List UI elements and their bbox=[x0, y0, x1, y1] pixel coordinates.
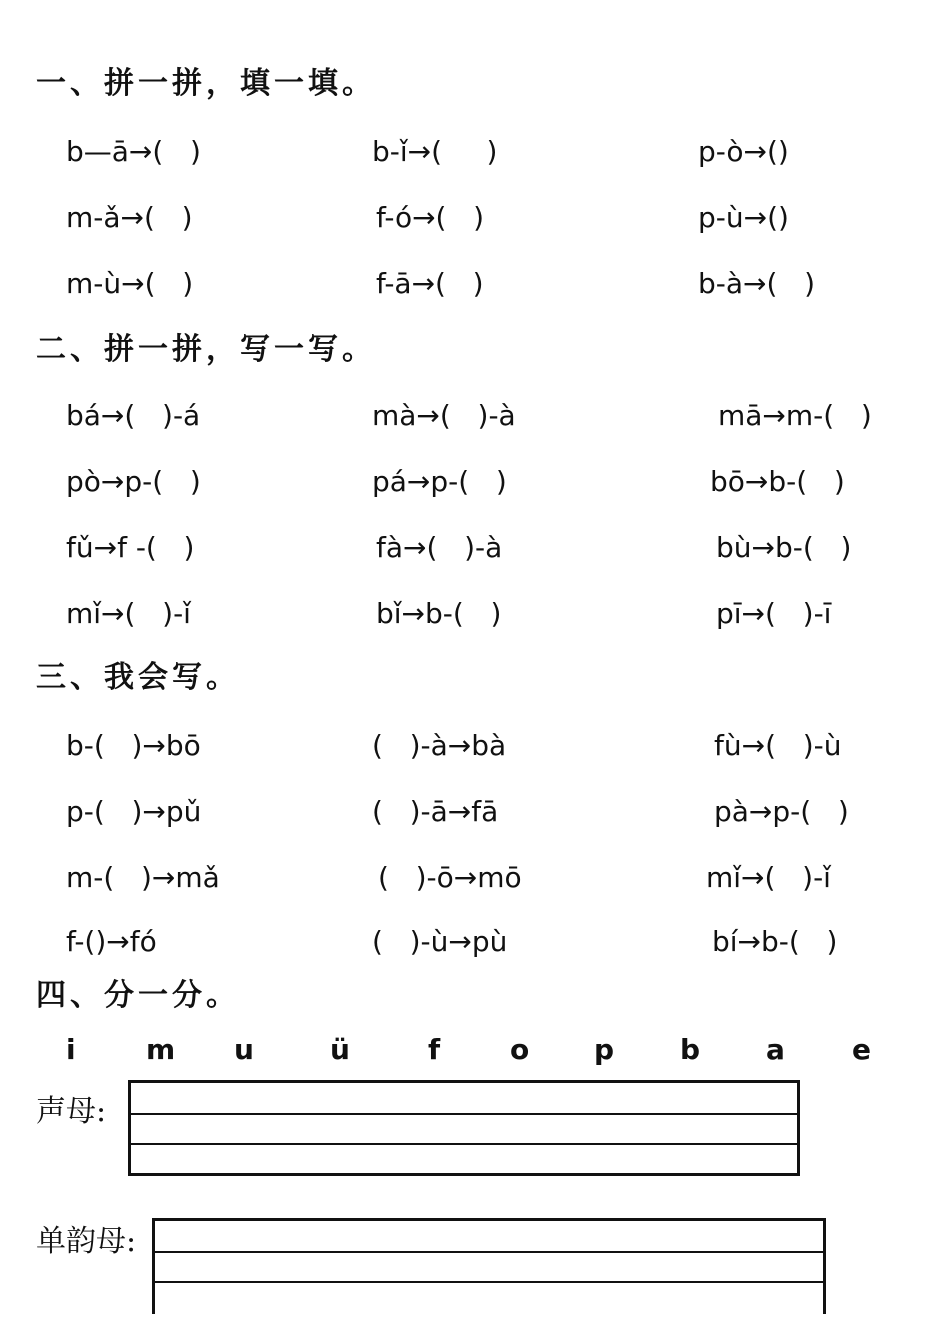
exercise-item: ( )-ù→pù bbox=[372, 925, 508, 958]
exercise-item: ( )-à→bà bbox=[372, 729, 507, 762]
sort-letter: u bbox=[234, 1033, 254, 1066]
exercise-item: f-ó→( ) bbox=[376, 201, 485, 234]
sort-letter: f bbox=[428, 1033, 441, 1066]
sort-letter: i bbox=[66, 1033, 76, 1066]
exercise-item: fù→( )-ù bbox=[714, 729, 842, 762]
sort-letter: m bbox=[146, 1033, 176, 1066]
exercise-item: bí→b-( ) bbox=[712, 925, 838, 958]
exercise-item: p-ù→() bbox=[698, 201, 789, 234]
exercise-item: f-()→fó bbox=[66, 925, 157, 958]
exercise-item: b—ā→( ) bbox=[66, 135, 201, 168]
exercise-item: ( )-ā→fā bbox=[372, 795, 499, 828]
section-2-heading: 二、拼一拼，写一写。 bbox=[36, 332, 376, 367]
section-4-heading: 四、分一分。 bbox=[36, 978, 240, 1013]
yunmu-writing-box[interactable] bbox=[152, 1218, 826, 1314]
exercise-item: f-ā→( ) bbox=[376, 267, 484, 300]
section-3-heading: 三、我会写。 bbox=[36, 660, 240, 695]
sort-letter: ü bbox=[330, 1033, 350, 1066]
exercise-item: p-( )→pǔ bbox=[66, 795, 202, 828]
exercise-item: pà→p-( ) bbox=[714, 795, 849, 828]
shengmu-writing-box[interactable] bbox=[128, 1080, 800, 1176]
writing-line bbox=[155, 1281, 823, 1283]
exercise-item: pò→p-( ) bbox=[66, 465, 201, 498]
exercise-item: mǐ→( )-ǐ bbox=[66, 597, 191, 630]
exercise-item: fǔ→f -( ) bbox=[66, 531, 195, 564]
exercise-item: pī→( )-ī bbox=[716, 597, 832, 630]
writing-line bbox=[131, 1143, 797, 1145]
sort-letter: a bbox=[766, 1033, 785, 1066]
exercise-item: mà→( )-à bbox=[372, 399, 516, 432]
sort-letter: o bbox=[510, 1033, 530, 1066]
exercise-item: m-ù→( ) bbox=[66, 267, 194, 300]
exercise-item: m-( )→mǎ bbox=[66, 861, 220, 894]
sort-letter: e bbox=[852, 1033, 871, 1066]
exercise-item: m-ǎ→( ) bbox=[66, 201, 193, 234]
exercise-item: p-ò→() bbox=[698, 135, 789, 168]
writing-line bbox=[131, 1113, 797, 1115]
exercise-item: fà→( )-à bbox=[376, 531, 503, 564]
exercise-item: b-à→( ) bbox=[698, 267, 816, 300]
exercise-item: b-( )→bō bbox=[66, 729, 201, 762]
sort-letter: b bbox=[680, 1033, 701, 1066]
exercise-item: bō→b-( ) bbox=[710, 465, 845, 498]
sort-letter: p bbox=[594, 1033, 615, 1066]
shengmu-label: 声母: bbox=[36, 1094, 107, 1129]
exercise-item: ( )-ō→mō bbox=[378, 861, 522, 894]
exercise-item: bù→b-( ) bbox=[716, 531, 852, 564]
exercise-item: pá→p-( ) bbox=[372, 465, 507, 498]
exercise-item: b-ǐ→( ) bbox=[372, 135, 498, 168]
exercise-item: mǐ→( )-ǐ bbox=[706, 861, 831, 894]
section-1-heading: 一、拼一拼，填一填。 bbox=[36, 66, 376, 101]
writing-line bbox=[155, 1251, 823, 1253]
exercise-item: bǐ→b-( ) bbox=[376, 597, 502, 630]
exercise-item: bá→( )-á bbox=[66, 399, 201, 432]
yunmu-label: 单韵母: bbox=[36, 1224, 137, 1259]
exercise-item: mā→m-( ) bbox=[718, 399, 872, 432]
